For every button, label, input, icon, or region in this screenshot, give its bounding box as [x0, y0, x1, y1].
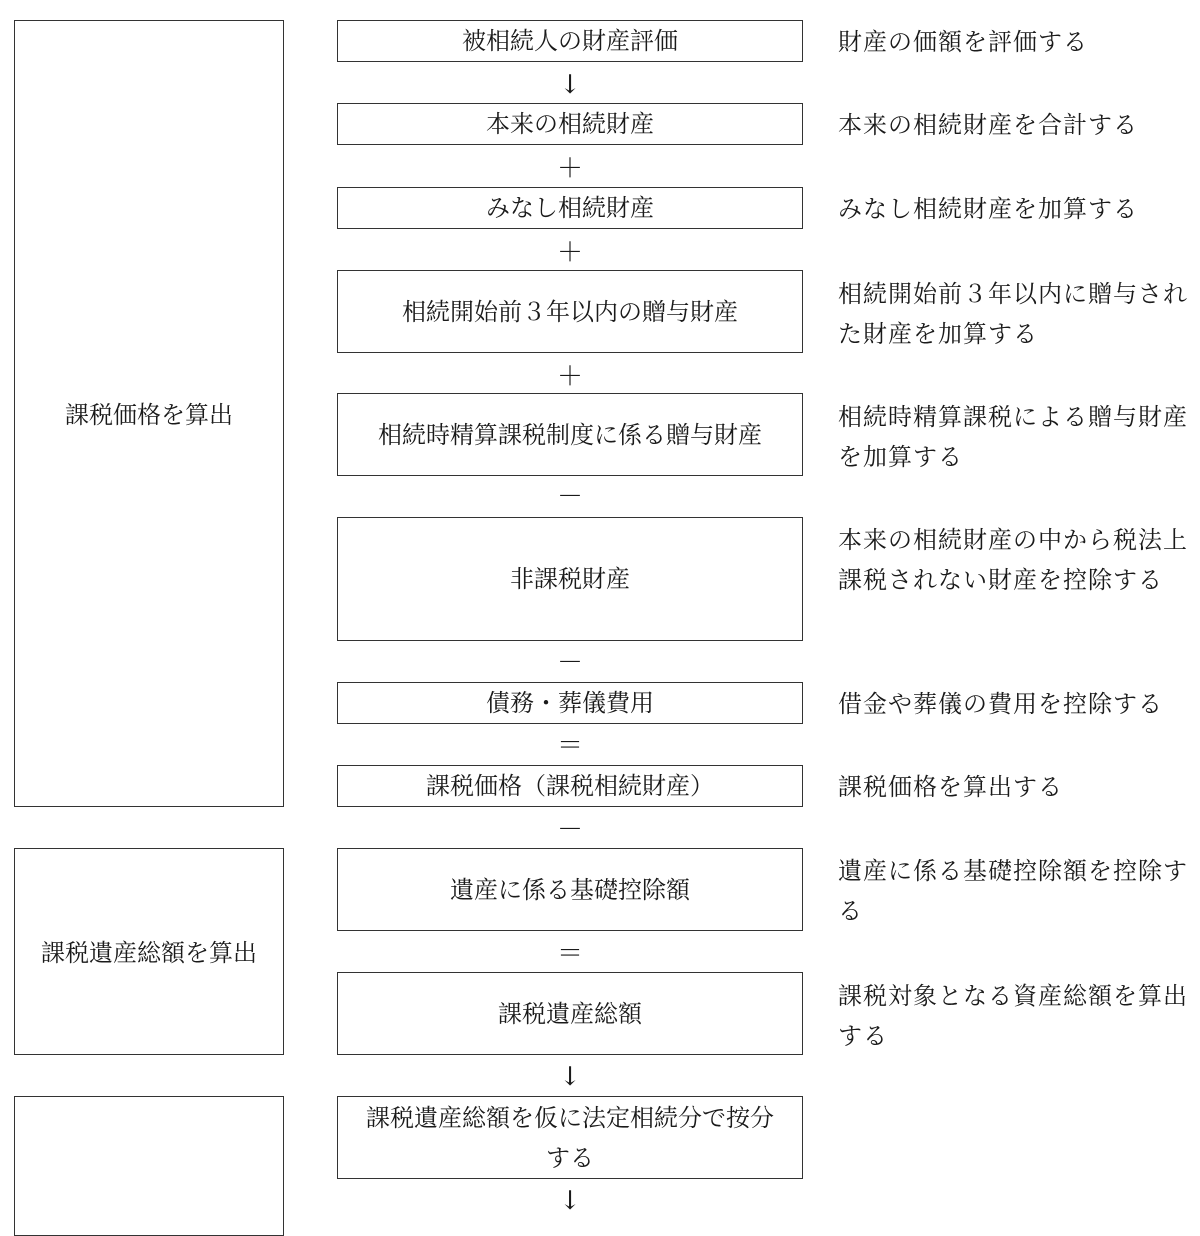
arrow-down-icon: ↓ [559, 1062, 581, 1092]
step-box-provisional-apportionment [337, 1096, 803, 1179]
group-box-third [14, 1096, 284, 1236]
arrow-down-icon: ↓ [559, 1186, 581, 1216]
minus-operator: － [556, 482, 583, 512]
step-box-property-valuation [337, 20, 803, 62]
step-box-basic-deduction [337, 848, 803, 931]
step-description: みなし相続財産を加算する [838, 195, 1138, 223]
step-label: 課税遺産総額 [498, 999, 642, 1028]
step-description: 本来の相続財産を合計する [838, 111, 1138, 139]
step-box-settlement-taxation-gifts [337, 393, 803, 476]
step-box-deemed-inherited-property [337, 187, 803, 229]
step-description: 借金や葬儀の費用を控除する [838, 690, 1163, 718]
step-label: 遺産に係る基礎控除額 [450, 875, 690, 904]
step-label: 被相続人の財産評価 [462, 27, 678, 55]
step-description: 相続時精算課税による贈与財産を加算する [838, 403, 1188, 471]
step-description: 財産の価額を評価する [838, 28, 1088, 56]
step-box-taxable-price [337, 765, 803, 807]
minus-operator: － [556, 815, 583, 845]
plus-operator: ＋ [556, 154, 583, 184]
group-label-taxable-estate-total: 課税遺産総額を算出 [41, 939, 257, 967]
step-label: 課税価格（課税相続財産） [426, 772, 714, 800]
plus-operator: ＋ [556, 238, 583, 268]
step-box-gifts-within-3-years [337, 270, 803, 353]
step-label: 課税遺産総額を仮に法定相続分で按分する [366, 1103, 774, 1172]
group-label-taxable-price: 課税価格を算出 [65, 401, 233, 429]
step-box-non-taxable-property [337, 517, 803, 641]
arrow-down-icon: ↓ [559, 70, 581, 100]
step-label: 相続時精算課税制度に係る贈与財産 [378, 420, 762, 449]
step-description: 課税対象となる資産総額を算出する [838, 982, 1188, 1050]
step-description: 課税価格を算出する [838, 773, 1063, 801]
step-label: 債務・葬儀費用 [486, 689, 654, 717]
equals-operator: ＝ [556, 939, 583, 969]
step-box-debts-funeral-costs [337, 682, 803, 724]
plus-operator: ＋ [556, 362, 583, 392]
step-box-taxable-estate-total [337, 972, 803, 1055]
step-description: 遺産に係る基礎控除額を控除する [838, 857, 1188, 925]
step-box-original-inherited-property [337, 103, 803, 145]
equals-operator: ＝ [556, 731, 583, 761]
step-description: 本来の相続財産の中から税法上課税されない財産を控除する [838, 526, 1188, 594]
step-label: 本来の相続財産 [486, 110, 654, 138]
step-label: 相続開始前３年以内の贈与財産 [402, 297, 738, 326]
step-label: 非課税財産 [510, 565, 630, 593]
step-description: 相続開始前３年以内に贈与された財産を加算する [838, 280, 1188, 348]
step-label: みなし相続財産 [486, 194, 654, 222]
minus-operator: － [556, 648, 583, 678]
